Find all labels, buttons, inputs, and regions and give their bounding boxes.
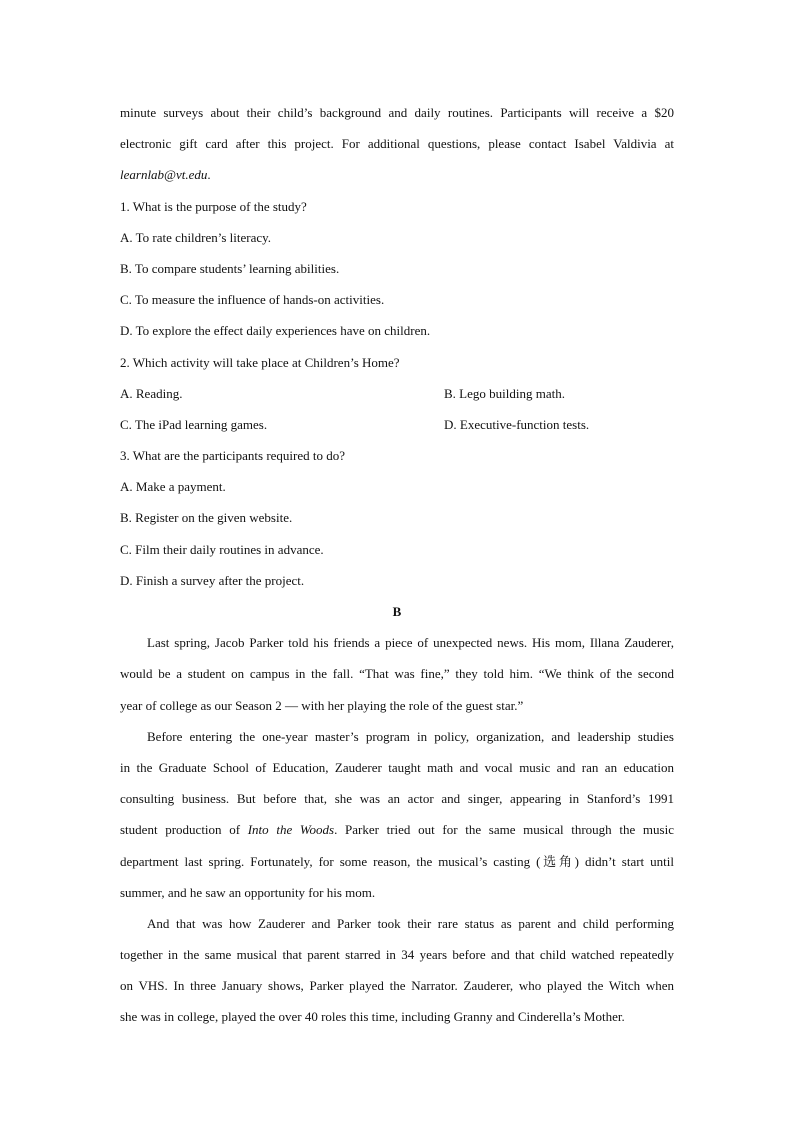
- text-run: . Parker tried out for the same musical through the music: [334, 822, 674, 838]
- question-option: B. To compare students’ learning abilities.: [120, 260, 340, 276]
- contact-email: learnlab@vt.edu: [120, 167, 208, 183]
- question-option: C. The iPad learning games.: [120, 416, 268, 432]
- text-run: student production of: [120, 822, 248, 838]
- paragraph-line: she was in college, played the over 40 roles this time, including Granny and Cinderella’s Mother.: [120, 1009, 625, 1025]
- intro-email-line: [120, 159, 674, 190]
- option-row: [120, 409, 674, 440]
- paragraph-line: year of college as our Season 2 — with her playing the role of the guest star.”: [120, 697, 524, 713]
- sentence-end: .: [207, 167, 211, 183]
- question-stem: 1. What is the purpose of the study?: [120, 198, 307, 214]
- question-option: B. Register on the given website.: [120, 510, 293, 526]
- paragraph-line: summer, and he saw an opportunity for his mom.: [120, 884, 376, 900]
- question-option: D. Executive-function tests.: [444, 416, 590, 432]
- question-option: C. To measure the influence of hands-on activities.: [120, 292, 385, 308]
- question-option: A. Make a payment.: [120, 479, 226, 495]
- musical-title: Into the Woods: [247, 822, 335, 838]
- intro-line: minute surveys about their child’s background and daily routines. Participants will receive a $20: [120, 105, 674, 120]
- section-heading: B: [392, 604, 402, 619]
- question-option: A. To rate children’s literacy.: [120, 229, 272, 245]
- question-option: C. Film their daily routines in advance.: [120, 541, 324, 557]
- paragraph-line: consulting business. But before that, she was an actor and singer, appearing in Stanford’s 1991: [120, 791, 674, 807]
- question-option: D. Finish a survey after the project.: [120, 572, 305, 588]
- paragraph-line: department last spring. Fortunately, for some reason, the musical’s casting (选角) didn’t start until: [120, 853, 674, 869]
- paragraph-line: And that was how Zauderer and Parker took their rare status as parent and child performing: [147, 915, 674, 931]
- paragraph-line: [120, 814, 674, 845]
- document-page: [120, 97, 674, 1033]
- paragraph-line: Last spring, Jacob Parker told his friends a piece of unexpected news. His mom, Illana Zauderer,: [147, 635, 674, 651]
- intro-line: electronic gift card after this project. For additional questions, please contact Isabel Valdivia at: [120, 136, 674, 152]
- paragraph-line: Before entering the one-year master’s program in policy, organization, and leadership studies: [147, 728, 674, 744]
- paragraph-line: on VHS. In three January shows, Parker played the Narrator. Zauderer, who played the Witch when: [120, 978, 674, 994]
- question-option: D. To explore the effect daily experiences have on children.: [120, 323, 431, 339]
- question-stem: 2. Which activity will take place at Children’s Home?: [120, 354, 400, 370]
- paragraph-line: would be a student on campus in the fall. “That was fine,” they told him. “We think of the second: [120, 666, 674, 682]
- paragraph-line: together in the same musical that parent starred in 34 years before and that child watched repeatedly: [120, 947, 674, 963]
- paragraph-line: in the Graduate School of Education, Zauderer taught math and vocal music and ran an education: [120, 759, 674, 775]
- question-stem: 3. What are the participants required to do?: [120, 448, 346, 464]
- question-option: A. Reading.: [120, 385, 183, 401]
- question-option: B. Lego building math.: [444, 385, 565, 401]
- option-row: [120, 378, 674, 409]
